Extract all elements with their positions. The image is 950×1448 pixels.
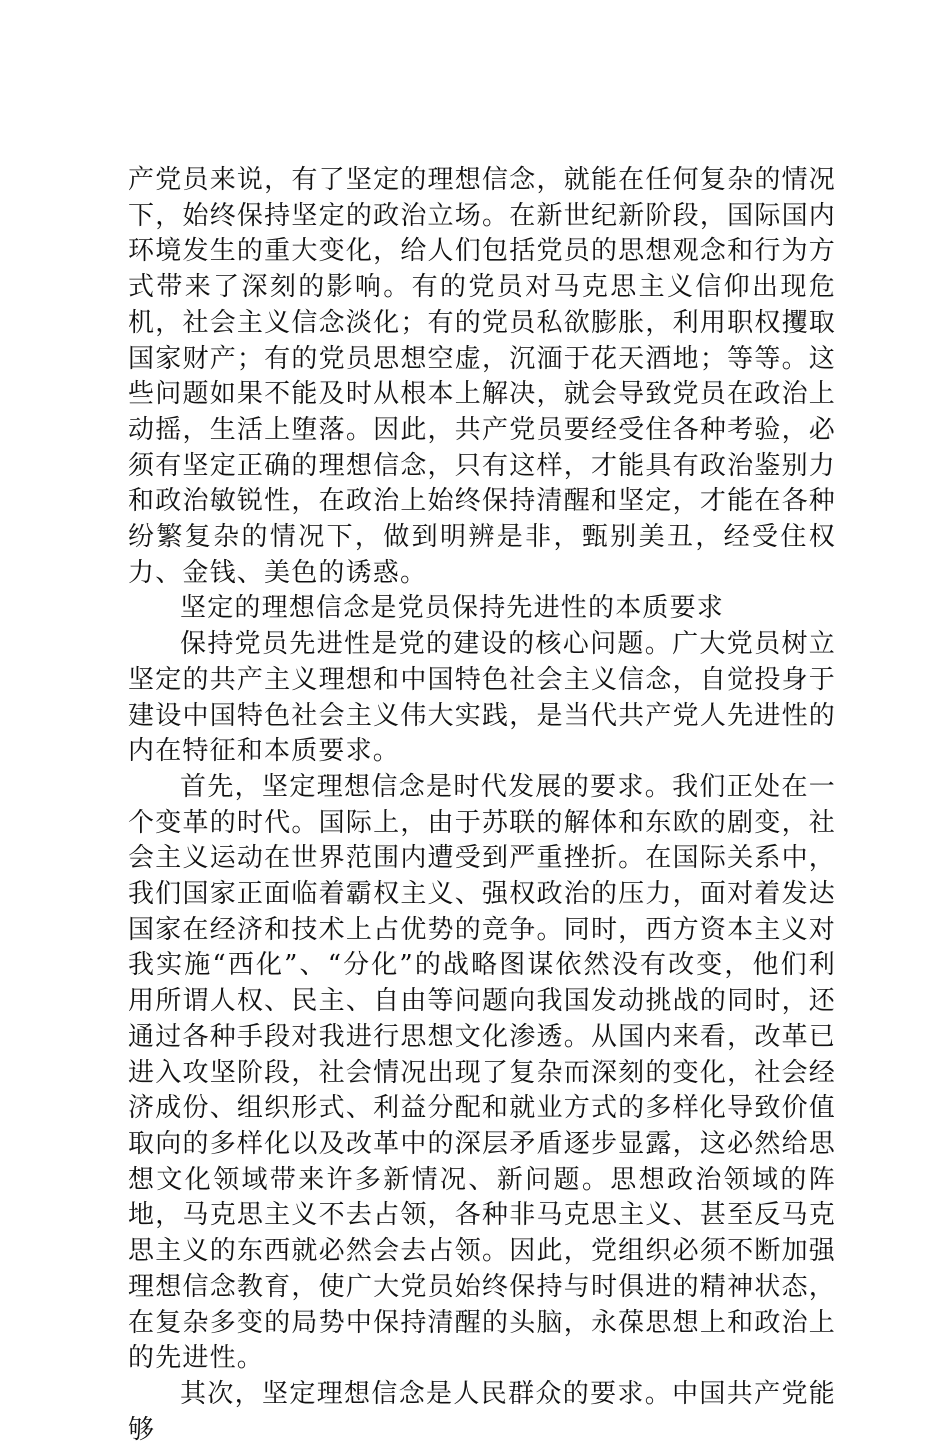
body-text: [128, 163, 836, 1448]
section-heading: 坚定的理想信念是党员保持先进性的本质要求: [180, 593, 725, 624]
paragraph-continuation: 产党员来说，有了坚定的理想信念，就能在任何复杂的情况下，始终保持坚定的政治立场。在新世纪新阶段，国际国内环境发生的重大变化，给人们包括党员的思想观念和行为方式带来了深刻的影响。有的党员对马克思主义信仰出现危机，社会主义信念淡化；有的党员私欲膨胀，利用职权攫取国家财产；有的党员思想空虚，沉湎于花天酒地；等等。这些问题如果不能及时从根本上解决，就会导致党员在政治上动摇，生活上堕落。因此，共产党员要经受住各种考验，必须有坚定正确的理想信念，只有这样，才能具有政治鉴别力和政治敏锐性，在政治上始终保持清醒和坚定，才能在各种纷繁复杂的情况下，做到明辨是非，甄别美丑，经受住权力、金钱、美色的诱惑。: [128, 165, 836, 588]
paragraph: 其次，坚定理想信念是人民群众的要求。中国共产党能够: [128, 1378, 836, 1445]
paragraph: 保持党员先进性是党的建设的核心问题。广大党员树立坚定的共产主义理想和中国特色社会主义信念，自觉投身于建设中国特色社会主义伟大实践，是当代共产党人先进性的内在特征和本质要求。: [128, 629, 836, 767]
paragraph: 首先，坚定理想信念是时代发展的要求。我们正处在一个变革的时代。国际上，由于苏联的解体和东欧的剧变，社会主义运动在世界范围内遭受到严重挫折。在国际关系中，我们国家正面临着霸权主义、强权政治的压力，面对着发达国家在经济和技术上占优势的竞争。同时，西方资本主义对我实施“西化”、“分化”的战略图谋依然没有改变，他们利用所谓人权、民主、自由等问题向我国发动挑战的同时，还通过各种手段对我进行思想文化渗透。从国内来看，改革已进入攻坚阶段，社会情况出现了复杂而深刻的变化，社会经济成份、组织形式、利益分配和就业方式的多样化导致价值取向的多样化以及改革中的深层矛盾逐步显露，这必然给思想文化领域带来许多新情况、新问题。思想政治领域的阵地，马克思主义不去占领，各种非马克思主义、甚至反马克思主义的东西就必然会去占领。因此，党组织必须不断加强理想信念教育，使广大党员始终保持与时俱进的精神状态，在复杂多变的局势中保持清醒的头脑，永葆思想上和政治上的先进性。: [128, 771, 836, 1374]
